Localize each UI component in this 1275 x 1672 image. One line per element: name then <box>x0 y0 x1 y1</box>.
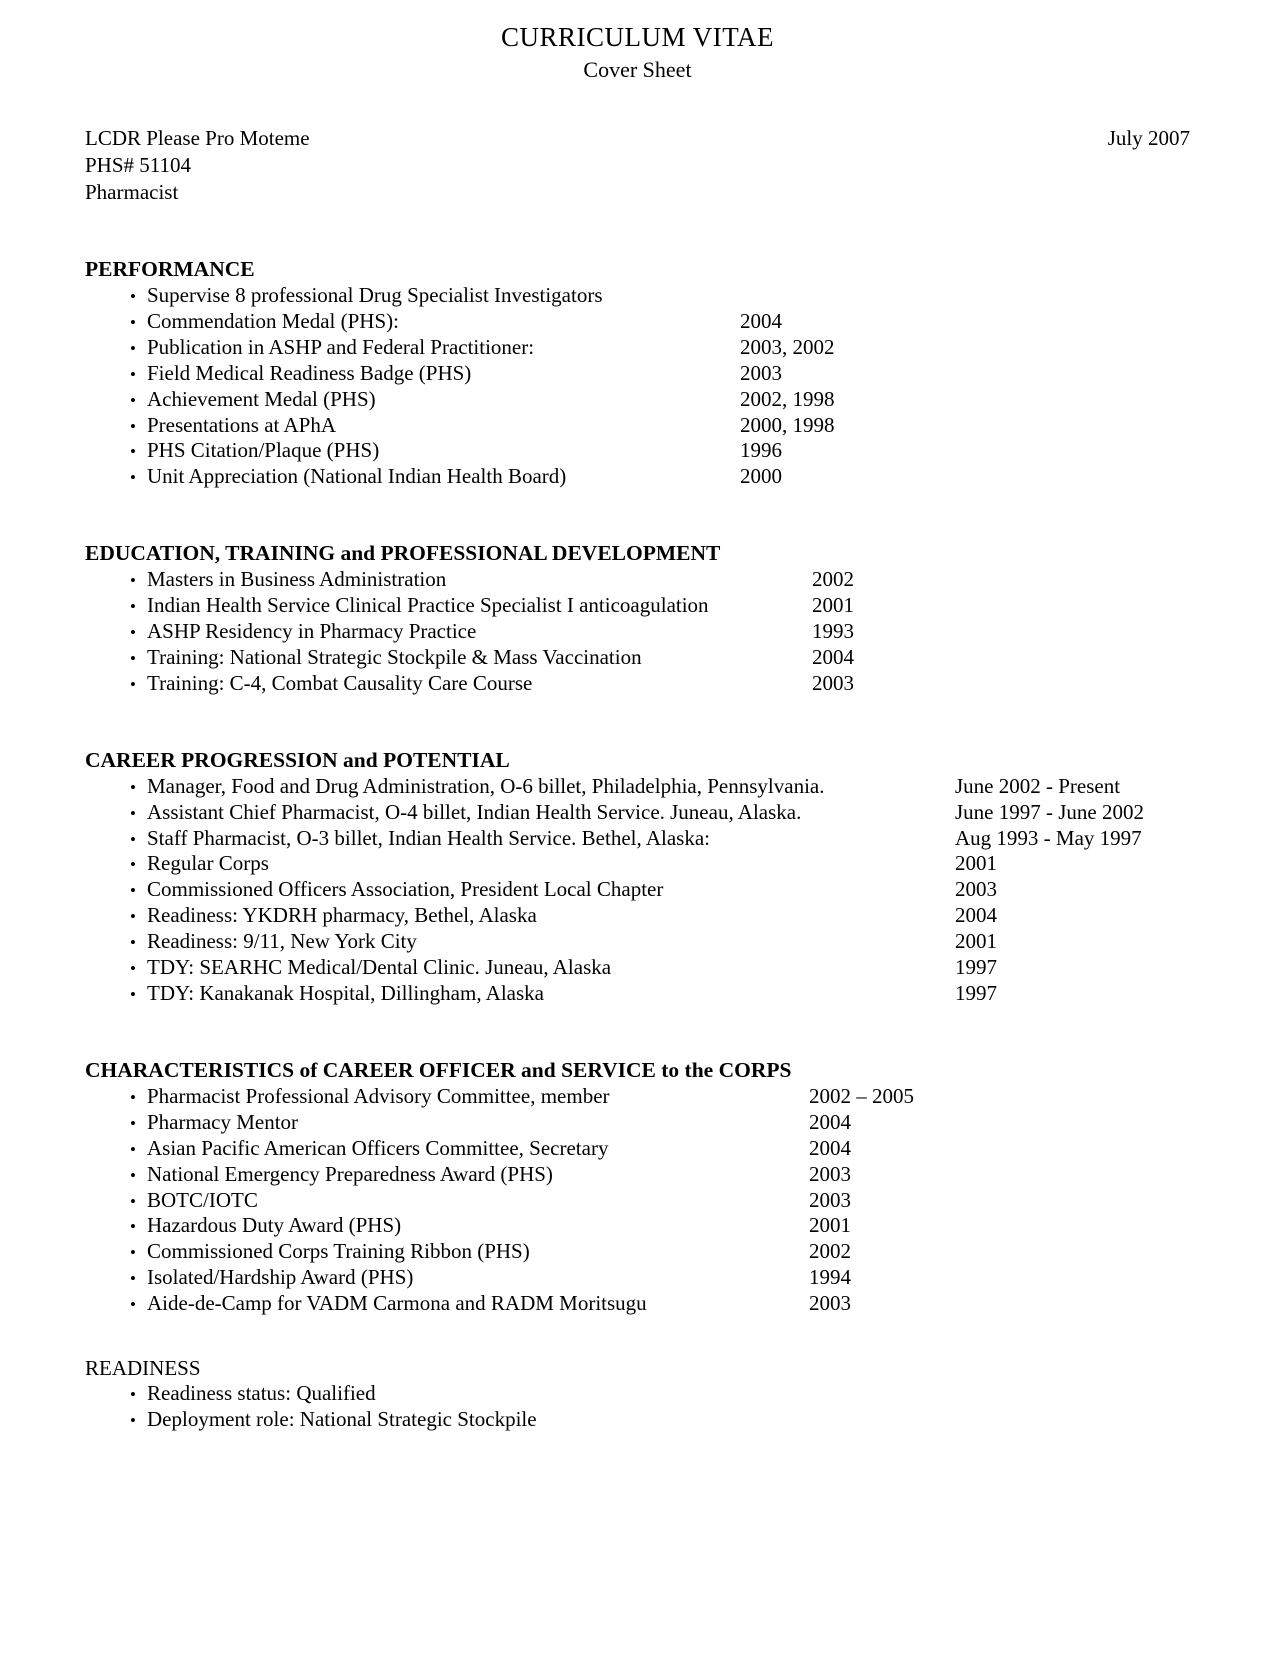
list-item <box>85 283 1215 309</box>
section-5 <box>0 1355 1275 1433</box>
bullet-icon: • <box>130 1269 136 1289</box>
bullet-icon: • <box>130 623 136 643</box>
bullet-icon: • <box>130 390 136 410</box>
list-item-date: 2003, 2002 <box>740 334 835 359</box>
bullet-icon: • <box>130 1217 136 1237</box>
list-item-text: Indian Health Service Clinical Practice Specialist I anticoagulation <box>147 593 709 618</box>
bullet-icon: • <box>130 442 136 462</box>
bullet-icon: • <box>130 1385 136 1405</box>
list-item-text: Achievement Medal (PHS) <box>147 386 376 411</box>
list-item <box>85 826 1215 852</box>
bullet-icon: • <box>130 312 136 332</box>
list-item-date: 2004 <box>955 903 997 928</box>
bullet-icon: • <box>130 674 136 694</box>
list-item <box>85 1162 1215 1188</box>
list-item <box>85 671 1215 697</box>
officer-role: Pharmacist <box>85 180 179 205</box>
list-item-date: 2002, 1998 <box>740 386 835 411</box>
section-3 <box>0 747 1275 1007</box>
list-item <box>85 645 1215 671</box>
list-item-date: 1996 <box>740 438 782 463</box>
list-item-text: Training: National Strategic Stockpile & Mass Vaccination <box>147 644 642 669</box>
list-item-date: 1994 <box>809 1265 851 1290</box>
list-item-text: Pharmacy Mentor <box>147 1109 299 1134</box>
list-item-text: Pharmacist Professional Advisory Committee, member <box>147 1083 610 1108</box>
list-item-date: 2000, 1998 <box>740 412 835 437</box>
list-item-date: 2004 <box>809 1135 851 1160</box>
list-item <box>85 903 1215 929</box>
list-item <box>85 464 1215 490</box>
bullet-icon: • <box>130 1295 136 1315</box>
list-item-text: TDY: SEARHC Medical/Dental Clinic. Juneau, Alaska <box>147 955 612 980</box>
bullet-icon: • <box>130 985 136 1005</box>
list-item <box>85 413 1215 439</box>
list-item-text: Field Medical Readiness Badge (PHS) <box>147 360 472 385</box>
title-block <box>0 22 1275 83</box>
list-item-text: National Emergency Preparedness Award (PHS) <box>147 1161 553 1186</box>
list-item <box>85 593 1215 619</box>
bullet-icon: • <box>130 286 136 306</box>
list-item-text: Aide-de-Camp for VADM Carmona and RADM Moritsugu <box>147 1291 647 1316</box>
list-item-date: 2001 <box>809 1213 851 1238</box>
list-item <box>85 1407 1215 1433</box>
bullet-icon: • <box>130 829 136 849</box>
list-item-date: 2002 – 2005 <box>809 1083 914 1108</box>
bullet-icon: • <box>130 881 136 901</box>
list-item-date: 2003 <box>809 1291 851 1316</box>
list-item-date: 2003 <box>955 877 997 902</box>
bullet-icon: • <box>130 1243 136 1263</box>
list-item-date: 2004 <box>812 644 854 669</box>
list-item <box>85 774 1215 800</box>
bullet-icon: • <box>130 1087 136 1107</box>
list-item-text: Masters in Business Administration <box>147 567 447 592</box>
bullet-icon: • <box>130 803 136 823</box>
section-heading: READINESS <box>85 1356 201 1381</box>
list-item <box>85 800 1215 826</box>
bullet-icon: • <box>130 338 136 358</box>
list-item <box>85 567 1215 593</box>
section-spacer <box>0 697 1275 747</box>
list-item-date: 1997 <box>955 955 997 980</box>
bullet-icon: • <box>130 933 136 953</box>
bullet-icon: • <box>130 416 136 436</box>
list-item <box>85 1381 1215 1407</box>
list-item-text: Isolated/Hardship Award (PHS) <box>147 1265 414 1290</box>
bullet-list <box>85 774 1215 1007</box>
list-item-date: 2001 <box>812 593 854 618</box>
list-item-date: June 2002 - Present <box>955 773 1121 798</box>
list-item <box>85 1188 1215 1214</box>
list-item-date: June 1997 - June 2002 <box>955 799 1144 824</box>
list-item-date: 2003 <box>740 360 782 385</box>
list-item-text: BOTC/IOTC <box>147 1187 258 1212</box>
list-item <box>85 929 1215 955</box>
bullet-icon: • <box>130 571 136 591</box>
list-item-text: PHS Citation/Plaque (PHS) <box>147 438 380 463</box>
bullet-icon: • <box>130 468 136 488</box>
list-item-text: Readiness: YKDRH pharmacy, Bethel, Alaska <box>147 903 537 928</box>
list-item-text: Commendation Medal (PHS): <box>147 308 399 333</box>
document-date: July 2007 <box>1107 126 1190 151</box>
list-item <box>85 438 1215 464</box>
list-item-text: Readiness: 9/11, New York City <box>147 929 417 954</box>
list-item-date: 2003 <box>812 670 854 695</box>
list-item-text: Commissioned Corps Training Ribbon (PHS) <box>147 1239 530 1264</box>
list-item <box>85 309 1215 335</box>
section-heading: EDUCATION, TRAINING and PROFESSIONAL DEVELOPMENT <box>85 541 721 566</box>
list-item <box>85 1291 1215 1317</box>
list-item-date: 2002 <box>812 567 854 592</box>
cv-cover-sheet-page <box>0 22 1275 1672</box>
phs-number: PHS# 51104 <box>85 153 191 178</box>
list-item-date: 1993 <box>812 619 854 644</box>
list-item <box>85 1239 1215 1265</box>
list-item <box>85 361 1215 387</box>
list-item <box>85 981 1215 1007</box>
list-item-text: Manager, Food and Drug Administration, O-6 billet, Philadelphia, Pennsylvania. <box>147 773 825 798</box>
list-item-text: ASHP Residency in Pharmacy Practice <box>147 619 477 644</box>
section-spacer <box>0 490 1275 540</box>
bullet-icon: • <box>130 1411 136 1431</box>
list-item-date: 2004 <box>740 308 782 333</box>
bullet-icon: • <box>130 648 136 668</box>
bullet-icon: • <box>130 777 136 797</box>
list-item-text: Commissioned Officers Association, President Local Chapter <box>147 877 664 902</box>
bullet-list <box>85 567 1215 697</box>
section-1 <box>0 256 1275 490</box>
bullet-list <box>85 283 1215 490</box>
list-item-text: Training: C-4, Combat Causality Care Course <box>147 670 533 695</box>
list-item <box>85 851 1215 877</box>
bullet-icon: • <box>130 907 136 927</box>
bullet-icon: • <box>130 855 136 875</box>
bullet-icon: • <box>130 1139 136 1159</box>
officer-name: LCDR Please Pro Moteme <box>85 126 310 151</box>
list-item <box>85 335 1215 361</box>
page-subtitle: Cover Sheet <box>583 57 692 83</box>
list-item <box>85 1265 1215 1291</box>
section-4 <box>0 1057 1275 1317</box>
page-title: CURRICULUM VITAE <box>500 22 775 52</box>
list-item-text: TDY: Kanakanak Hospital, Dillingham, Alaska <box>147 981 544 1006</box>
section-2 <box>0 540 1275 696</box>
sections-container <box>0 206 1275 1433</box>
list-item-text: Deployment role: National Strategic Stockpile <box>147 1407 537 1432</box>
list-item-text: Presentations at APhA <box>147 412 336 437</box>
list-item <box>85 1136 1215 1162</box>
identity-block <box>0 125 1275 206</box>
section-heading: CHARACTERISTICS of CAREER OFFICER and SERVICE to the CORPS <box>85 1057 792 1082</box>
list-item <box>85 1110 1215 1136</box>
section-spacer <box>0 206 1275 256</box>
list-item-date: 2003 <box>809 1161 851 1186</box>
list-item-text: Assistant Chief Pharmacist, O-4 billet, Indian Health Service. Juneau, Alaska. <box>147 799 802 824</box>
section-spacer <box>0 1007 1275 1057</box>
list-item <box>85 955 1215 981</box>
bullet-icon: • <box>130 959 136 979</box>
list-item-text: Readiness status: Qualified <box>147 1381 376 1406</box>
list-item-date: 2001 <box>955 851 997 876</box>
list-item-date: 1997 <box>955 981 997 1006</box>
bullet-list <box>85 1381 1215 1433</box>
list-item <box>85 619 1215 645</box>
list-item-date: 2002 <box>809 1239 851 1264</box>
list-item-text: Regular Corps <box>147 851 269 876</box>
list-item-text: Asian Pacific American Officers Committee, Secretary <box>147 1135 609 1160</box>
list-item-date: 2004 <box>809 1109 851 1134</box>
list-item <box>85 877 1215 903</box>
bullet-list <box>85 1084 1215 1317</box>
list-item <box>85 387 1215 413</box>
list-item-text: Hazardous Duty Award (PHS) <box>147 1213 402 1238</box>
list-item-date: 2003 <box>809 1187 851 1212</box>
section-spacer <box>0 1317 1275 1355</box>
bullet-icon: • <box>130 1165 136 1185</box>
list-item-date: Aug 1993 - May 1997 <box>955 825 1142 850</box>
bullet-icon: • <box>130 1113 136 1133</box>
identity-name-row <box>85 125 1190 152</box>
bullet-icon: • <box>130 1191 136 1211</box>
list-item-text: Staff Pharmacist, O-3 billet, Indian Health Service. Bethel, Alaska: <box>147 825 710 850</box>
list-item-text: Unit Appreciation (National Indian Health Board) <box>147 464 567 489</box>
list-item-text: Supervise 8 professional Drug Specialist Investigators <box>147 282 603 307</box>
list-item-date: 2000 <box>740 464 782 489</box>
list-item <box>85 1084 1215 1110</box>
bullet-icon: • <box>130 364 136 384</box>
list-item-date: 2001 <box>955 929 997 954</box>
section-heading: CAREER PROGRESSION and POTENTIAL <box>85 747 510 772</box>
list-item <box>85 1213 1215 1239</box>
section-heading: PERFORMANCE <box>85 257 255 282</box>
bullet-icon: • <box>130 597 136 617</box>
list-item-text: Publication in ASHP and Federal Practitioner: <box>147 334 535 359</box>
